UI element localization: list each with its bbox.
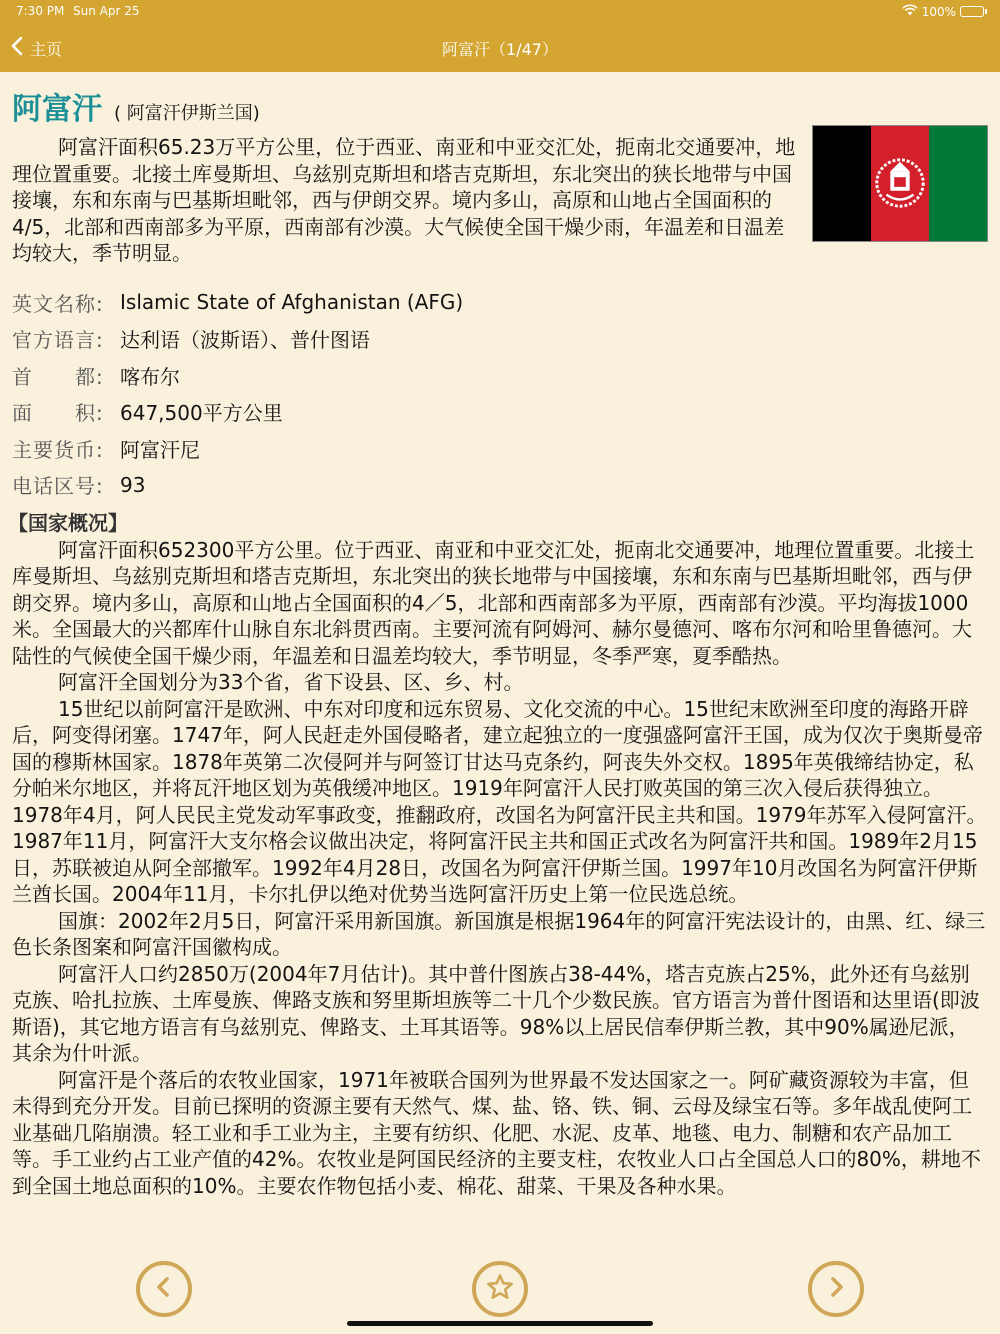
wifi-icon [902,4,918,19]
info-value: 647,500平方公里 [120,401,283,426]
country-name: 阿富汗 [12,92,102,127]
page-title: 阿富汗（1/47） [442,40,558,59]
favorite-button[interactable] [472,1261,528,1317]
info-value: Islamic State of Afghanistan (AFG) [120,290,464,315]
overview-paragraph: 阿富汗全国划分为33个省，省下设县、区、乡、村。 [58,670,524,694]
previous-button[interactable] [136,1261,192,1317]
navigation-bar [0,0,1000,72]
chevron-left-icon [150,1273,178,1305]
emblem-icon [871,126,929,241]
info-value: 93 [120,472,146,497]
battery-percent: 100% [921,4,956,19]
overview-paragraph: 阿富汗是个落后的农牧业国家，1971年被联合国列为世界最不发达国家之一。阿矿藏资源较为丰富，但未得到充分开发。目前已探明的资源主要有天然气、煤、盐、铬、铁、铜、云母及绿宝石等。多年战乱使阿工业基础几陷崩溃。轻工业和手工业为主，主要有纺织、化肥、水泥、皮革、地毯、电力、制糖和农产品加工等。手工业约占工业产值的42%。农牧业是阿国民经济的主要支柱，农牧业人口占全国总人口的80%，耕地不到全国土地总面积的10%。主要农作物包括小麦、棉花、甜菜、干果及各种水果。 [12,1067,981,1198]
overview-paragraph: 国旗：2002年2月5日，阿富汗采用新国旗。新国旗是根据1964年的阿富汗宪法设计的，由黑、红、绿三色长条图案和阿富汗国徽构成。 [12,908,986,959]
flag-band-black [813,126,871,241]
info-label: 官方语言: [12,328,104,353]
info-value: 喀布尔 [120,364,180,389]
info-row-currency [12,430,982,467]
overview-paragraph: 阿富汗人口约2850万(2004年7月估计)。其中普什图族占38-44%，塔吉克族占25%，此外还有乌兹别克族、哈扎拉族、土库曼族、俾路支族和努里斯坦族等二十几个少数民族。官方语言为普什图语和达里语(即波斯语)，其它地方语言有乌兹别克、俾路支、土耳其语等。98%以上居民信奉伊斯兰教，其中90%属逊尼派，其余为什叶派。 [12,961,980,1065]
flag-band-green [929,126,987,241]
info-row-phone-code [12,467,982,504]
overview-paragraph: 15世纪以前阿富汗是欧洲、中东对印度和远东贸易、文化交流的中心。15世纪末欧洲至印度的海路开辟后，阿变得闭塞。1747年，阿人民赶走外国侵略者，建立起独立的一度强盛阿富汗王国，成为仅次于奥斯曼帝国的穆斯林国家。1878年英第二次侵阿并与阿签订甘达马克条约，阿丧失外交权。1895年英俄缔结协定，私分帕米尔地区，并将瓦汗地区划为英俄缓冲地区。1919年阿富汗人民打败英国的第三次入侵后获得独立。1978年4月，阿人民民主党发动军事政变，推翻政府，改国名为阿富汗民主共和国。1979年苏军入侵阿富汗。1987年11月，阿富汗大支尔格会议做出决定，将阿富汗民主共和国正式改名为阿富汗共和国。1989年2月15日，苏联被迫从阿全部撤军。1992年4月28日，改国名为阿富汗伊斯兰国。1997年10月改国名为阿富汗伊斯兰酋长国。2004年11月，卡尔扎伊以绝对优势当选阿富汗历史上第一位民选总统。 [12,696,987,906]
country-header [12,84,260,128]
info-label: 首 都: [12,364,104,389]
country-full-name: ( 阿富汗伊斯兰国) [114,103,260,124]
home-indicator[interactable] [347,1321,653,1326]
country-overview [8,510,987,1199]
status-right [902,4,984,19]
battery-icon [960,6,984,17]
flag-band-red [871,126,929,241]
overview-paragraph: 阿富汗面积652300平方公里。位于西亚、南亚和中亚交汇处，扼南北交通要冲，地理位置重要。北接土库曼斯坦、乌兹别克斯坦和塔吉克斯坦，东北突出的狭长地带与中国接壤，东和东南与巴基斯坦毗邻，西与伊朗交界。境内多山，高原和山地占全国面积的4／5，北部和西南部多为平原，西南部有沙漠。平均海拔1000米。全国最大的兴都库什山脉自东北斜贯西南。主要河流有阿姆河、赫尔曼德河、喀布尔河和哈里鲁德河。大陆性的气候使全国干燥少雨，年温差和日温差均较大，季节明显，冬季严寒，夏季酷热。 [12,537,975,668]
info-row-language [12,321,982,358]
status-time: 7:30 PM [16,4,65,18]
info-label: 英文名称: [12,291,104,316]
status-date: Sun Apr 25 [73,4,140,18]
next-button[interactable] [808,1261,864,1317]
info-label: 电话区号: [12,474,104,499]
chevron-right-icon [822,1273,850,1305]
info-row-english-name [12,284,982,321]
info-label: 主要货币: [12,437,104,462]
flag-image [812,125,988,242]
back-label: 主页 [30,39,63,59]
info-value: 阿富汗尼 [120,437,200,462]
info-value: 达利语（波斯语）、普什图语 [120,328,370,353]
section-title: 【国家概况】 [8,511,128,535]
star-icon [486,1273,514,1305]
info-row-capital [12,357,982,394]
content-area[interactable] [0,72,1000,1255]
info-row-area [12,394,982,431]
info-label: 面 积: [12,401,104,426]
intro-paragraph: 阿富汗面积65.23万平方公里，位于西亚、南亚和中亚交汇处，扼南北交通要冲，地理位置重要。北接土库曼斯坦、乌兹别克斯坦和塔吉克斯坦，东北突出的狭长地带与中国接壤，东和东南与巴基斯坦毗邻，西与伊朗交界。境内多山，高原和山地占全国面积的4/5，北部和西南部多为平原，西南部有沙漠。大气候使全国干燥少雨，年温差和日温差均较大，季节明显。 [12,135,796,265]
status-bar [0,4,1000,22]
info-list [12,284,982,503]
